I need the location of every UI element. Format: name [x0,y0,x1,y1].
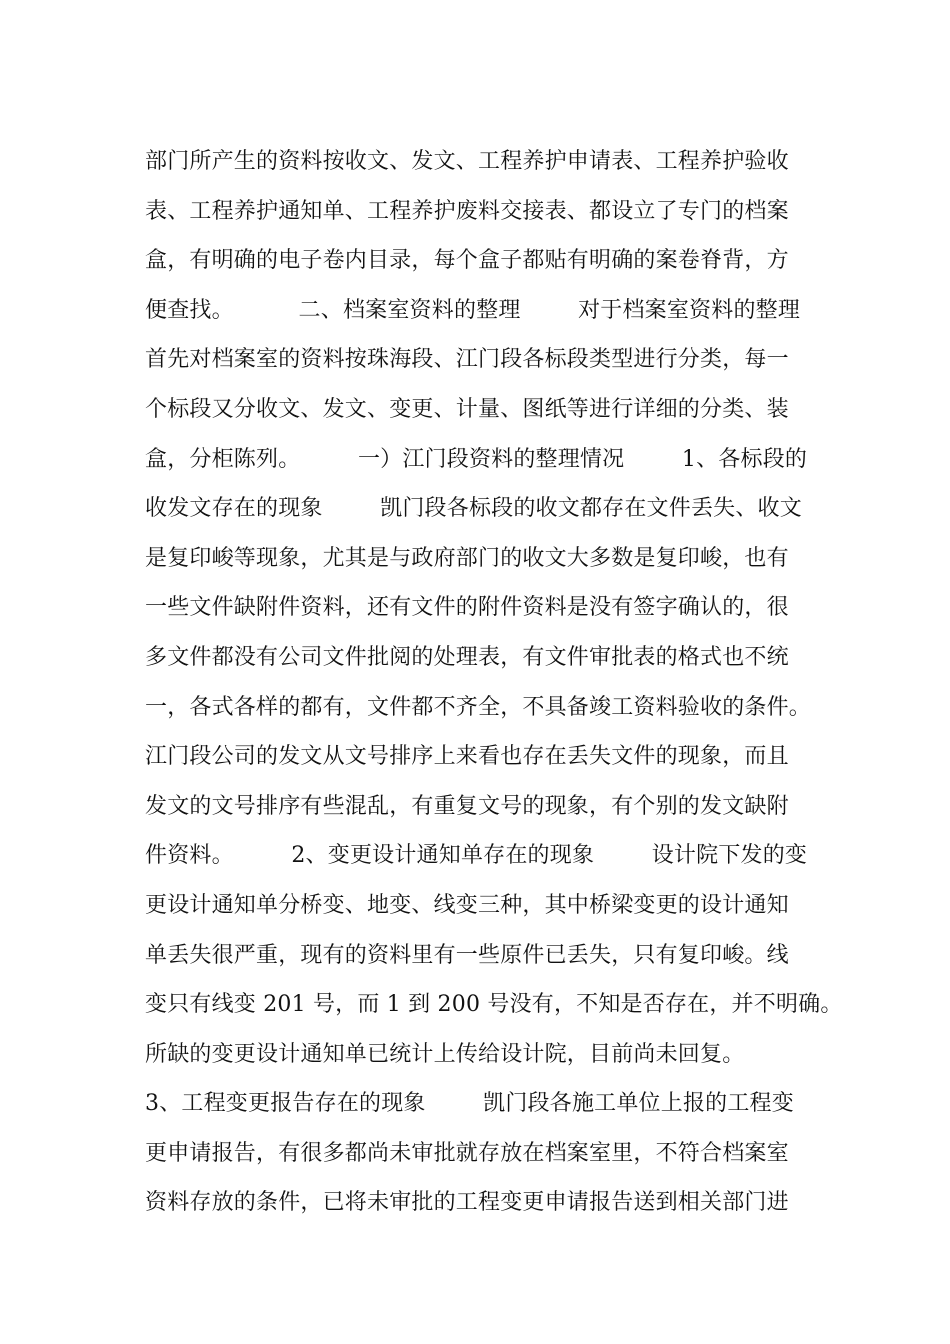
text-line-19: 所缺的变更设计通知单已统计上传给设计院，目前尚未回复。 [145,1041,745,1067]
text-line-1: 部门所产生的资料按收文、发文、工程养护申请表、工程养护验收 [145,149,789,174]
text-line-3: 盒，有明确的电子卷内目录，每个盒子都贴有明确的案卷脊背，方 [145,248,789,274]
text-line-9: 是复印峻等现象，尤其是与政府部门的收文大多数是复印峻，也有 [145,545,789,571]
text-line-11: 多文件都没有公司文件批阅的处理表，有文件审批表的格式也不统 [145,644,789,670]
text-line-16: 更设计通知单分桥变、地变、线变三种，其中桥梁变更的设计通知 [145,892,789,918]
text-line-8: 收发文存在的现象 凯门段各标段的收文都存在文件丢失、收文 [145,496,802,522]
text-line-18: 变只有线变 201 号，而 1 到 200 号没有，不知是否存在，并不明确。 [145,992,843,1018]
text-line-4: 便查找。 二、档案室资料的整理 对于档案室资料的整理 [145,297,801,323]
text-line-10: 一些文件缺附件资料，还有文件的附件资料是没有签字确认的，很 [145,595,789,621]
text-line-22: 资料存放的条件，已将未审批的工程变更申请报告送到相关部门进 [145,1190,789,1216]
text-line-6: 个标段又分收文、发文、变更、计量、图纸等进行详细的分类、装 [145,396,789,422]
body-text [145,137,843,1228]
text-line-21: 更申请报告，有很多都尚未审批就存放在档案室里，不符合档案室 [145,1140,789,1166]
text-line-12: 一，各式各样的都有，文件都不齐全，不具备竣工资料验收的条件。 [145,694,812,720]
text-line-20: 3、工程变更报告存在的现象 凯门段各施工单位上报的工程变 [145,1091,794,1117]
text-line-7: 盒，分柜陈列。 一）江门段资料的整理情况 1、各标段的 [145,446,808,472]
text-line-17: 单丢失很严重，现有的资料里有一些原件已丢失，只有复印峻。线 [145,942,789,968]
text-line-2: 表、工程养护通知单、工程养护废料交接表、都设立了专门的档案 [145,198,789,224]
text-line-14: 发文的文号排序有些混乱，有重复文号的现象，有个别的发文缺附 [145,793,789,819]
text-line-13: 江门段公司的发文从文号排序上来看也存在丢失文件的现象，而且 [145,744,789,770]
text-line-5: 首先对档案室的资料按珠海段、江门段各标段类型进行分类，每一 [145,347,789,373]
text-line-15: 件资料。 2、变更设计通知单存在的现象 设计院下发的变 [145,843,808,869]
